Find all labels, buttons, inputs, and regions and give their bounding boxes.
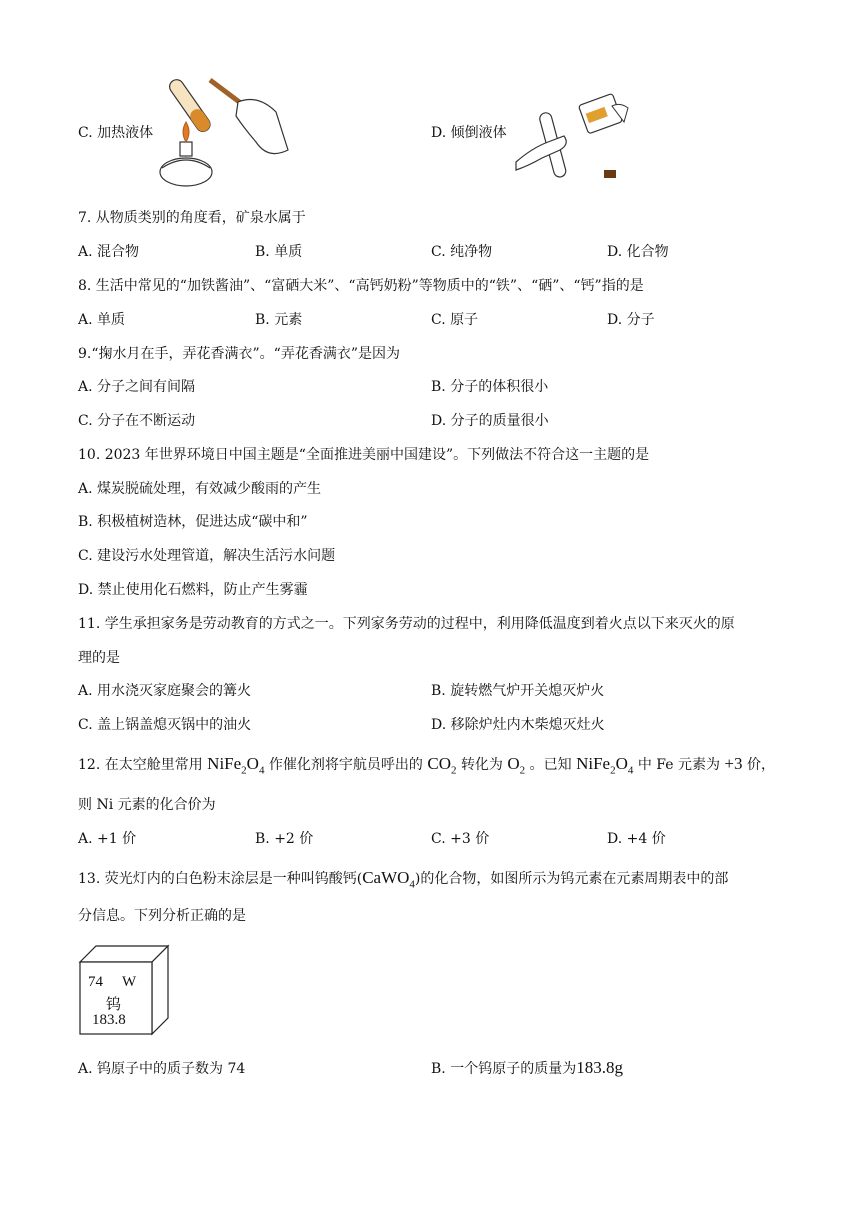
q8-option-a: A. 单质 <box>78 312 126 328</box>
q7-option-c: C. 纯净物 <box>431 244 493 260</box>
formula-nife2o4: $NiFe_2O_4$ <box>207 754 265 777</box>
element-number: 74 <box>88 974 103 990</box>
q10-option-c: C. 建设污水处理管道，解决生活污水问题 <box>78 548 336 564</box>
q11-option-c: C. 盖上锅盖熄灭锅中的油火 <box>78 717 252 733</box>
q12-option-a: A. +1 价 <box>78 831 137 847</box>
q12-option-d: D. +4 价 <box>607 831 666 847</box>
q13-stem-line1: 13. 荧光灯内的白色粉末涂层是一种叫钨酸钙(CaWO$_4$)的化合物，如图所示为钨元素在元素周期表中的部 <box>78 868 729 891</box>
formula-cawo4: CaWO$_4$ <box>362 868 415 891</box>
q8-option-c: C. 原子 <box>431 312 479 328</box>
q10-option-b: B. 积极植树造林，促进达成“碳中和” <box>78 514 308 530</box>
q7-stem: 7. 从物质类别的角度看，矿泉水属于 <box>78 210 306 226</box>
q13-stem-line2: 分信息。下列分析正确的是 <box>78 908 246 924</box>
element-name: 钨 <box>106 997 122 1013</box>
fe-valence: +3 <box>724 754 743 773</box>
element-tile-tungsten <box>78 944 168 1034</box>
q9-option-a: A. 分子之间有间隔 <box>78 379 196 395</box>
q7-option-b: B. 单质 <box>255 244 303 260</box>
formula-nife2o4-2: $NiFe_2O_4$ <box>576 754 634 777</box>
q8-option-b: B. 元素 <box>255 312 303 328</box>
q10-option-a: A. 煤炭脱硫处理，有效减少酸雨的产生 <box>78 481 322 497</box>
element-mass: 183.8 <box>92 1012 126 1028</box>
q11-stem-line1: 11. 学生承担家务是劳动教育的方式之一。下列家务劳动的过程中，利用降低温度到着火点以下来灭火的原 <box>78 616 735 632</box>
q12-stem-line1: 12. 在太空舱里常用 $NiFe_2O_4$ 作催化剂将宇航员呼出的 $CO_2$ 转化为 $O_2$ 。已知 $NiFe_2O_4$ 中 Fe 元素为 +3 价， <box>78 754 775 777</box>
q12-option-b: B. +2 价 <box>255 831 314 847</box>
q12-stem-line2: 则 Ni 元素的化合价为 <box>78 797 216 813</box>
q6-option-c: C. 加热液体 <box>78 125 154 141</box>
pouring-liquid-illustration <box>512 92 642 184</box>
q11-option-b: B. 旋转燃气炉开关熄灭炉火 <box>431 683 605 699</box>
q11-option-d: D. 移除炉灶内木柴熄灭灶火 <box>431 717 605 733</box>
q13-option-a: A. 钨原子中的质子数为 74 <box>78 1061 246 1077</box>
q7-option-d: D. 化合物 <box>607 244 669 260</box>
tungsten-mass-value: 183.8g <box>576 1058 623 1077</box>
q10-option-d: D. 禁止使用化石燃料，防止产生雾霾 <box>78 582 308 598</box>
q9-option-c: C. 分子在不断运动 <box>78 413 196 429</box>
q8-option-d: D. 分子 <box>607 312 655 328</box>
q7-option-a: A. 混合物 <box>78 244 140 260</box>
q9-stem: 9.“掬水月在手，弄花香满衣”。“弄花香满衣”是因为 <box>78 346 400 362</box>
q12-option-c: C. +3 价 <box>431 831 490 847</box>
heating-liquid-illustration <box>158 72 290 192</box>
q9-option-d: D. 分子的质量很小 <box>431 413 549 429</box>
q6-option-d: D. 倾倒液体 <box>431 125 507 141</box>
formula-o2: $O_2$ <box>507 754 526 777</box>
element-symbol: W <box>122 974 137 990</box>
q13-option-b: B. 一个钨原子的质量为183.8g <box>431 1058 623 1077</box>
q8-stem: 8. 生活中常见的“加铁酱油”、“富硒大米”、“高钙奶粉”等物质中的“铁”、“硒”、“钙”指的是 <box>78 278 644 294</box>
q9-option-b: B. 分子的体积很小 <box>431 379 549 395</box>
q10-stem: 10. 2023 年世界环境日中国主题是“全面推进美丽中国建设”。下列做法不符合这一主题的是 <box>78 447 650 463</box>
q11-stem-line2: 理的是 <box>78 650 120 666</box>
formula-co2: $CO_2$ <box>427 754 457 777</box>
q11-option-a: A. 用水浇灭家庭聚会的篝火 <box>78 683 252 699</box>
